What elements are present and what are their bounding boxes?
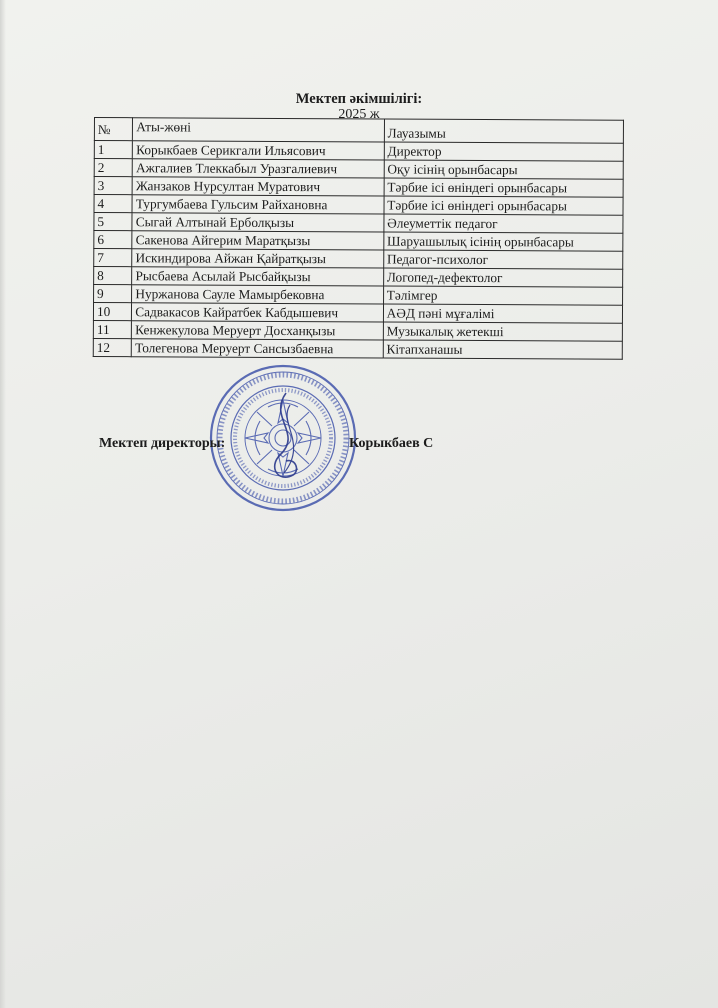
row-position: Тәлімгер	[383, 286, 622, 305]
row-name: Тургумбаева Гульсим Райхановна	[132, 195, 383, 214]
row-position: АӘД пәні мұғалімі	[383, 304, 622, 323]
row-number: 3	[94, 177, 132, 195]
row-position: Директор	[384, 142, 623, 161]
row-position: Тәрбие ісі өніндегі орынбасары	[384, 196, 623, 215]
table-row	[94, 249, 623, 270]
row-number: 1	[94, 141, 132, 159]
row-position: Кітапханашы	[383, 340, 622, 359]
row-number: 9	[94, 285, 132, 303]
table-row	[93, 338, 622, 359]
row-name: Садвакасов Кайратбек Кабдышевич	[132, 303, 383, 322]
row-name: Корыкбаев Серикгали Ильясович	[133, 141, 384, 160]
row-name: Искиндирова Айжан Қайратқызы	[132, 249, 383, 268]
row-name: Кенжекулова Меруерт Досханқызы	[132, 321, 383, 340]
row-number: 7	[94, 249, 132, 267]
row-number: 6	[94, 231, 132, 249]
row-name: Нуржанова Сауле Мамырбековна	[132, 285, 383, 304]
table-row	[94, 231, 623, 252]
row-number: 5	[94, 213, 132, 231]
page-edge-shadow	[0, 0, 6, 1008]
table-header-row	[94, 118, 623, 144]
staff-table	[93, 117, 624, 360]
row-number: 10	[93, 303, 131, 321]
table-row	[93, 320, 622, 341]
table-row	[94, 267, 623, 288]
row-number: 2	[94, 159, 132, 177]
table-row	[94, 213, 623, 234]
row-name: Сыгай Алтынай Ерболқызы	[132, 213, 383, 232]
row-position: Оқу ісінің орынбасары	[384, 160, 623, 179]
document-year: 2025 ж	[338, 107, 380, 122]
row-number: 11	[93, 320, 131, 338]
row-name: Толегенова Меруерт Сансызбаевна	[132, 339, 383, 358]
table-row	[94, 195, 623, 216]
director-label: Мектеп директоры:	[99, 436, 226, 451]
table-row	[94, 141, 623, 162]
row-number: 12	[93, 338, 131, 356]
official-seal-icon	[208, 363, 358, 513]
row-name: Ажгалиев Тлеккабыл Уразгалиевич	[133, 159, 384, 178]
header-position: Лауазымы	[384, 119, 623, 143]
row-position: Музыкалық жетекші	[383, 322, 622, 341]
table-row	[93, 303, 622, 324]
row-number: 4	[94, 195, 132, 213]
table-row	[94, 177, 623, 198]
table-row	[94, 159, 623, 180]
row-position: Тәрбие ісі өніндегі орынбасары	[384, 178, 623, 197]
row-position: Әлеуметтік педагог	[384, 214, 623, 233]
header-name: Аты-жөні	[133, 118, 385, 142]
row-name: Рысбаева Асылай Рысбайқызы	[132, 267, 383, 286]
row-position: Педагог-психолог	[383, 250, 622, 269]
row-name: Жанзаков Нурсултан Муратович	[132, 177, 383, 196]
row-position: Шаруашылық ісінің орынбасары	[384, 232, 623, 251]
header-number: №	[94, 118, 132, 141]
row-number: 8	[94, 267, 132, 285]
table-row	[94, 285, 623, 306]
document-title: Мектеп әкімшілігі:	[295, 91, 423, 107]
row-name: Сакенова Айгерим Маратқызы	[132, 231, 383, 250]
row-position: Логопед-дефектолог	[383, 268, 622, 287]
director-name: Корыкбаев С	[349, 436, 434, 451]
